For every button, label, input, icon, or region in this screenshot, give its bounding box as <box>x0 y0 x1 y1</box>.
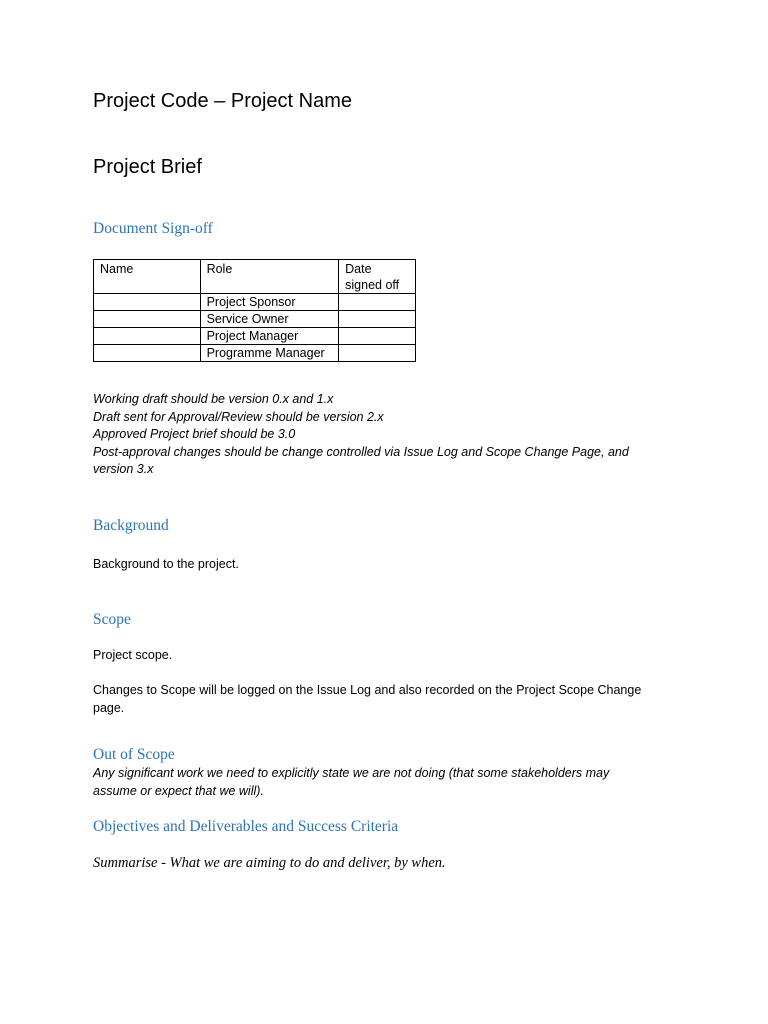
objectives-heading: Objectives and Deliverables and Success Criteria <box>93 818 399 835</box>
table-row <box>94 311 416 328</box>
date-cell <box>339 311 416 328</box>
out-of-scope-text: Any significant work we need to explicitly state we are not doing (that some stakeholders may assume or expect that we will). <box>93 766 610 798</box>
table-row <box>94 345 416 362</box>
signoff-heading: Document Sign-off <box>93 220 213 237</box>
role-cell: Programme Manager <box>200 345 339 362</box>
out-of-scope-heading: Out of Scope <box>93 746 175 763</box>
role-cell: Service Owner <box>200 311 339 328</box>
scope-change-text: Changes to Scope will be logged on the Issue Log and also recorded on the Project Scope Change page. <box>93 683 642 715</box>
signoff-table <box>93 259 416 362</box>
date-cell <box>339 294 416 311</box>
name-cell <box>94 328 201 345</box>
table-row <box>94 328 416 345</box>
role-cell: Project Manager <box>200 328 339 345</box>
background-text: Background to the project. <box>93 557 239 571</box>
version-note: Post-approval changes should be change controlled via Issue Log and Scope Change Page, and version 3.x <box>93 444 629 476</box>
project-title: Project Code – Project Name <box>93 90 353 112</box>
background-heading: Background <box>93 517 169 534</box>
version-note: Draft sent for Approval/Review should be version 2.x <box>93 409 384 424</box>
date-cell <box>339 328 416 345</box>
name-cell <box>94 294 201 311</box>
table-row <box>94 294 416 311</box>
document-type-title: Project Brief <box>93 156 202 178</box>
date-cell <box>339 345 416 362</box>
version-note: Approved Project brief should be 3.0 <box>93 427 296 441</box>
scope-text: Project scope. <box>93 648 173 662</box>
scope-heading: Scope <box>93 611 131 628</box>
versioning-notes <box>93 391 653 479</box>
version-note: Working draft should be version 0.x and 1.x <box>93 392 334 406</box>
name-cell <box>94 345 201 362</box>
role-cell: Project Sponsor <box>200 294 339 311</box>
objectives-text: Summarise - What we are aiming to do and deliver, by when. <box>93 855 446 871</box>
name-cell <box>94 311 201 328</box>
signoff-header-row <box>94 260 416 294</box>
column-header-role: Role <box>200 260 339 294</box>
column-header-date: Date signed off <box>339 260 416 294</box>
column-header-name: Name <box>94 260 201 294</box>
